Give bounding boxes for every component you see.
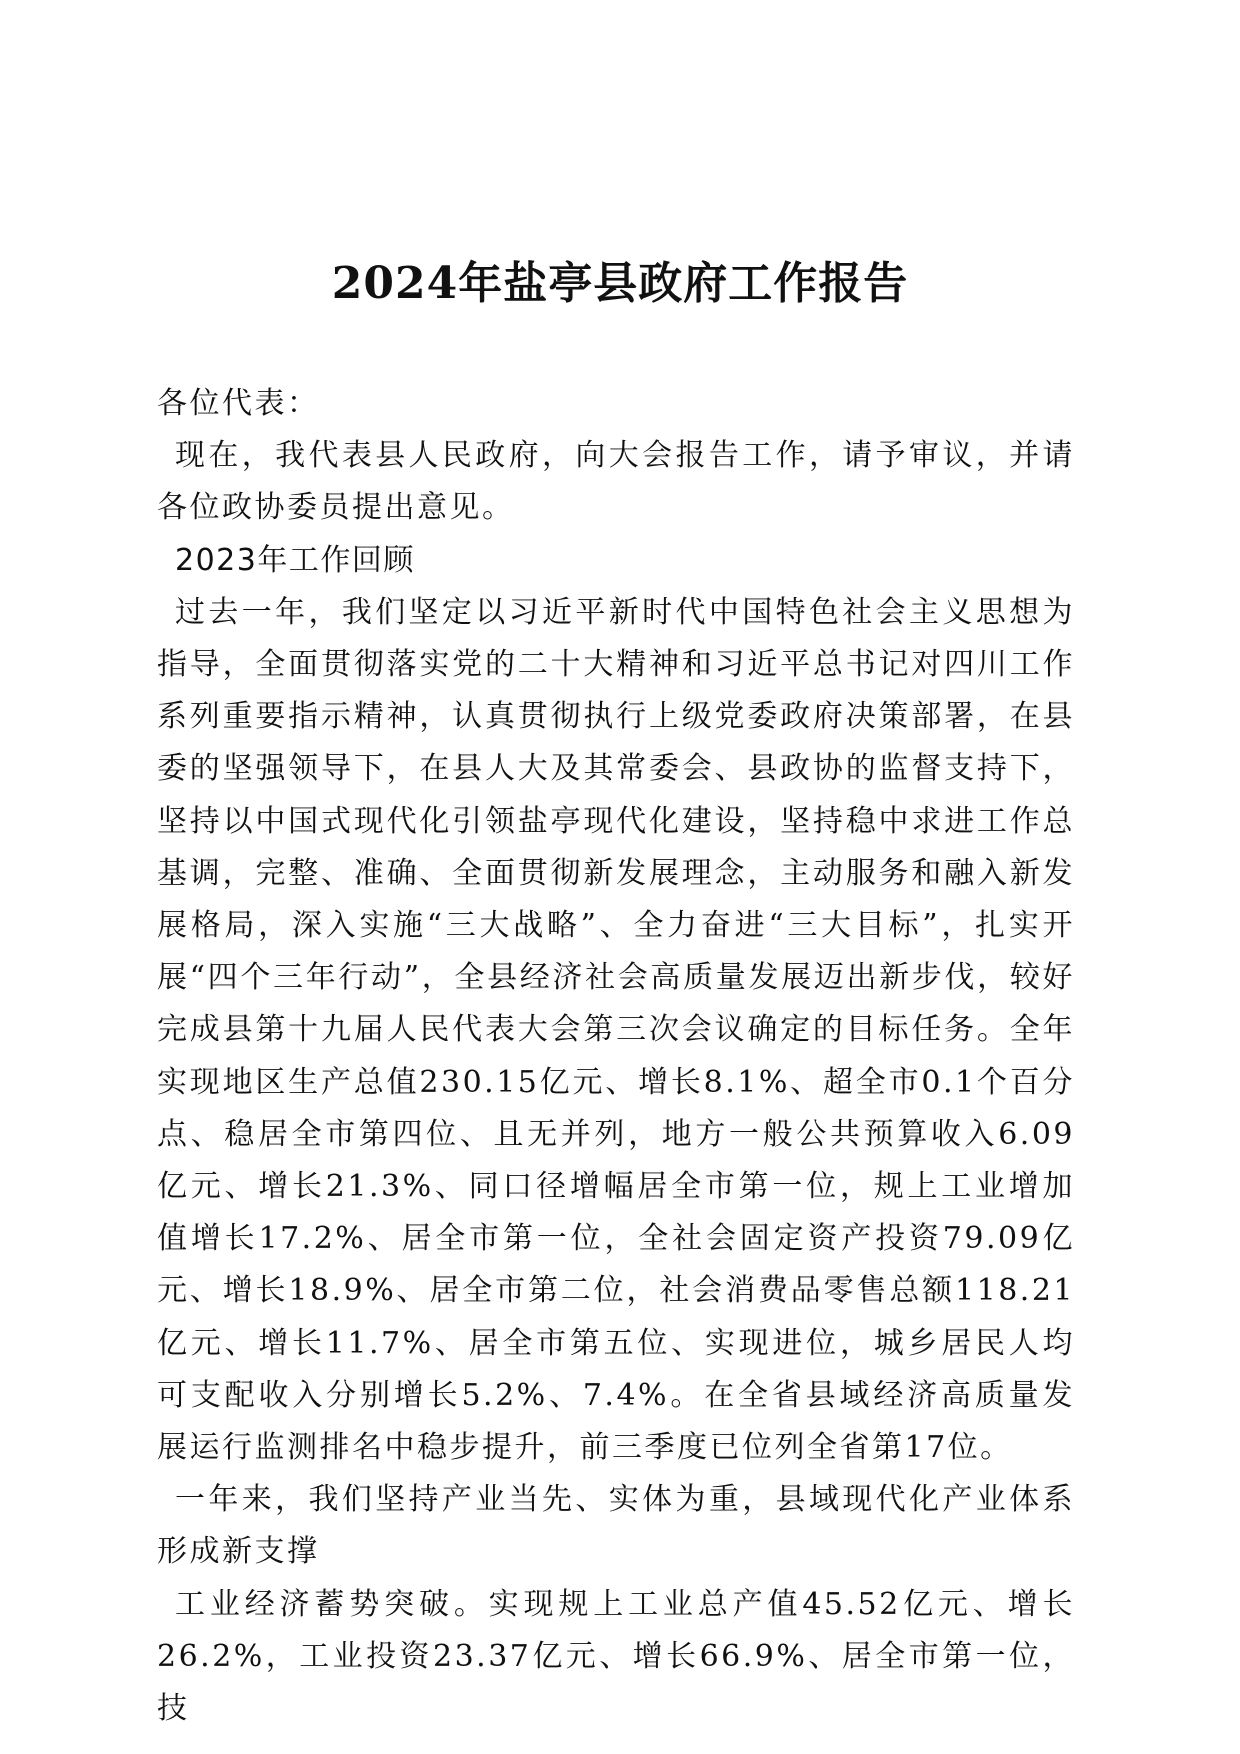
review-paragraph: 过去一年，我们坚定以习近平新时代中国特色社会主义思想为指导，全面贯彻落实党的二十大精神和习近平总书记对四川工作系列重要指示精神，认真贯彻执行上级党委政府决策部署，在县委的坚强领导下，在县人大及其常委会、县政协的监督支持下，坚持以中国式现代化引领盐亭现代化建设，坚持稳中求进工作总基调，完整、准确、全面贯彻新发展理念，主动服务和融入新发展格局，深入实施“三大战略”、全力奋进“三大目标”，扎实开展“四个三年行动”，全县经济社会高质量发展迈出新步伐，较好完成县第十九届人民代表大会第三次会议确定的目标任务。全年实现地区生产总值230.15亿元、增长8.1%、超全市0.1个百分点、稳居全市第四位、且无并列，地方一般公共预算收入6.09亿元、增长21.3%、同口径增幅居全市第一位，规上工业增加值增长17.2%、居全市第一位，全社会固定资产投资79.09亿元、增长18.9%、居全市第二位，社会消费品零售总额118.21亿元、增长11.7%、居全市第五位、实现进位，城乡居民人均可支配收入分别增长5.2%、7.4%。在全省县域经济高质量发展运行监测排名中稳步提升，前三季度已位列全省第17位。 bbox=[157, 594, 1075, 1466]
opening-paragraph: 现在，我代表县人民政府，向大会报告工作，请予审议，并请各位政协委员提出意见。 bbox=[157, 438, 1075, 526]
industry-paragraph: 一年来，我们坚持产业当先、实体为重，县域现代化产业体系形成新支撑 bbox=[157, 1482, 1075, 1570]
section-heading: 2023年工作回顾 bbox=[175, 542, 415, 578]
document-body bbox=[157, 378, 1075, 1735]
salutation: 各位代表： bbox=[157, 386, 320, 421]
document-title: 2024年盐亭县政府工作报告 bbox=[331, 258, 909, 309]
industrial-economy-paragraph: 工业经济蓄势突破。实现规上工业总产值45.52亿元、增长26.2%，工业投资23.37亿元、增长66.9%、居全市第一位，技 bbox=[157, 1586, 1075, 1727]
